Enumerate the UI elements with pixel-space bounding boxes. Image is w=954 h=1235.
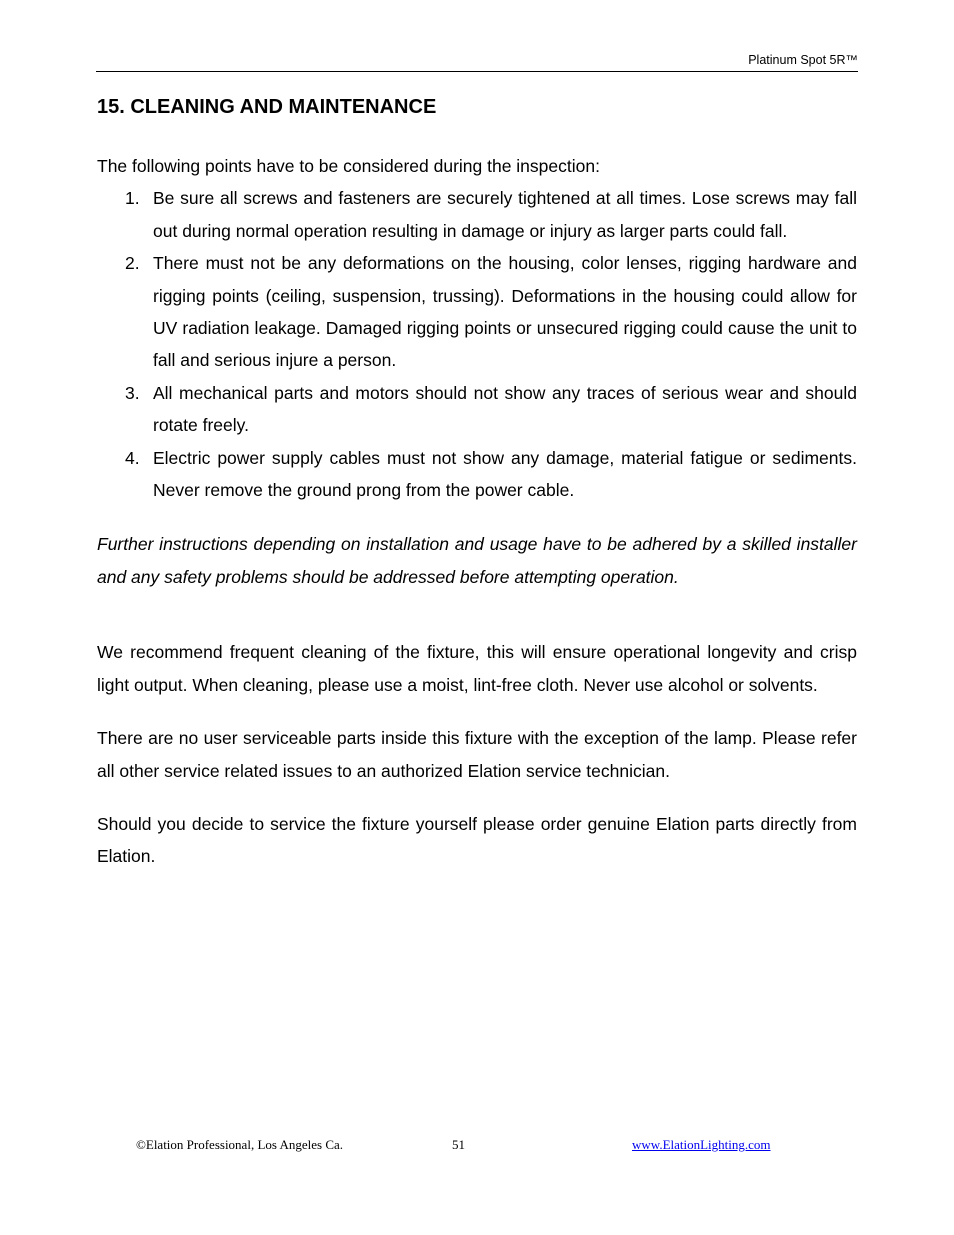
list-item-number: 1.	[125, 188, 140, 209]
cleaning-paragraph: We recommend frequent cleaning of the fixture, this will ensure operational longevity and crisp light output. When cleaning, please use a moist, lint-free cloth. Never use alcohol or solvents.	[97, 642, 857, 695]
list-item-text: Electric power supply cables must not show any damage, material fatigue or sediments. Never remove the ground prong from the power cable.	[153, 447, 857, 501]
list-item-text: There must not be any deformations on the housing, color lenses, rigging hardware and rigging points (ceiling, suspension, trussing). Deformations in the housing could allow for UV radiation leakage. Damaged rigging points or unsecured rigging could cause the unit to fall and serious injure a person.	[153, 253, 857, 371]
section-title: 15. CLEANING AND MAINTENANCE	[97, 96, 437, 118]
website-link[interactable]: www.ElationLighting.com	[632, 1137, 771, 1152]
list-item-number: 4.	[125, 447, 140, 468]
inspection-intro: The following points have to be considered during the inspection:	[97, 156, 600, 176]
page-number: 51	[452, 1137, 465, 1152]
list-item-text: Be sure all screws and fasteners are securely tightened at all times. Lose screws may fall out during normal operation resulting in damage or injury as larger parts could fall.	[153, 188, 857, 241]
list-item-number: 2.	[125, 253, 140, 274]
list-item	[125, 247, 857, 377]
installer-note: Further instructions depending on installation and usage have to be adhered by a skilled installer and any safety problems should be addressed before attempting operation.	[97, 534, 857, 587]
header-product-name: Platinum Spot 5R™	[748, 53, 858, 67]
list-item-number: 3.	[125, 382, 140, 403]
section-body	[97, 150, 857, 873]
parts-paragraph: Should you decide to service the fixture yourself please order genuine Elation parts directly from Elation.	[97, 813, 857, 867]
service-paragraph: There are no user serviceable parts inside this fixture with the exception of the lamp. Please refer all other service related issues to an authorized Elation service technician.	[97, 728, 857, 781]
footer-copyright: ©Elation Professional, Los Angeles Ca.	[136, 1137, 344, 1152]
list-item-text: All mechanical parts and motors should not show any traces of serious wear and should rotate freely.	[153, 382, 857, 436]
list-item	[125, 377, 857, 442]
page-header	[96, 51, 858, 72]
inspection-list	[97, 182, 857, 506]
list-item	[125, 442, 857, 507]
list-item	[125, 182, 857, 247]
